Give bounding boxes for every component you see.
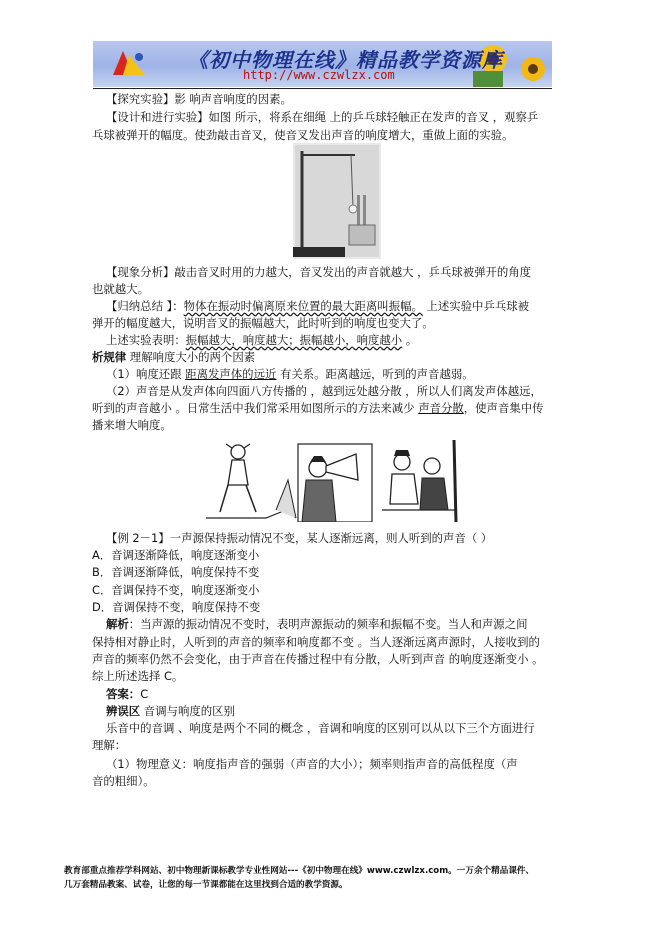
para-factor-2c: 播来增大响度。 — [92, 418, 172, 432]
option-c: C．音调保持不变，响度逐渐变小 — [92, 583, 260, 597]
listening-figures — [382, 440, 456, 522]
para-design-1: 【设计和进行实验】如图 所示，将系在细绳 上的乒乓球轻触正在发声的音叉 ，观察乒 — [106, 110, 539, 124]
para-phenomenon-1: 【现象分析】敲击音叉时用的力越大，音叉发出的声音就越大 ，乒乓球被弹开的角度 — [106, 265, 532, 279]
para-summary-2: 弹开的幅度越大，说明音叉的振幅越大，此时听到的响度也变大了。 — [92, 316, 434, 330]
megaphone-figure — [298, 444, 372, 522]
tuning-fork-figure — [293, 143, 381, 259]
header-rule — [93, 88, 552, 89]
section-misconception: 辨误区 音调与响度的区别 — [106, 704, 235, 718]
option-a: A．音调逐渐降低，响度逐渐变小 — [92, 548, 260, 562]
header-banner — [93, 41, 552, 87]
option-b: B．音调逐渐降低，响度保持不变 — [92, 565, 260, 579]
option-d: D．音调保持不变，响度保持不变 — [92, 600, 261, 614]
analysis-4: 综上所述选择 C。 — [92, 669, 184, 683]
sound-focus-illustrations — [206, 440, 463, 522]
misconception-4: 音的粗细）。 — [92, 774, 155, 788]
misconception-1: 乐音中的音调 、响度是两个不同的概念 ，音调和响度的区别可以从以下三个方面进行 — [106, 721, 535, 735]
para-summary-1: 【归纳总结 】：物体在振动时偏离原来位置的最大距离叫振幅。 上述实验中乒乓球被 — [106, 299, 530, 313]
section-analysis-rule: 析规律 理解响度大小的两个因素 — [92, 350, 256, 364]
hiker-shouting-figure — [206, 444, 296, 518]
answer: 答案：C — [106, 687, 149, 701]
analysis-1: 解析：当声源的振动情况不变时，表明声源振动的频率和振幅不变。当人和声源之间 — [106, 617, 528, 631]
para-factor-1: （1）响度还跟 距离发声体的远近 有关系。距离越远，听到的声音越弱。 — [106, 367, 474, 381]
site-url: http://www.czwlzx.com — [243, 68, 395, 82]
para-factor-2b: 听到的声音越小 。日常生活中我们常采用如图所示的方法来减少 声音分散，使声音集中传 — [92, 401, 544, 415]
example-question: 【例 2－1】一声源保持振动情况不变，某人逐渐远离，则人听到的声音（ ） — [106, 531, 493, 545]
analysis-3: 声音的频率仍然不会变化，由于声音在传播过程中有分散，人听到声音 的响度逐渐变小 。 — [92, 652, 544, 666]
footer-line-2: 几万套精品教案、试卷，让您的每一节课都能在这里找到合适的教学资源。 — [64, 880, 348, 890]
para-design-2: 乓球被弹开的幅度。使劲敲击音叉，使音叉发出声音的响度增大，重做上面的实验。 — [92, 128, 514, 142]
misconception-3: （1）物理意义：响度指声音的强弱（声音的大小）；频率则指声音的高低程度（声 — [106, 757, 518, 771]
site-logo-icon — [113, 51, 145, 75]
site-title: 《初中物理在线》精品教学资源库 — [188, 48, 503, 72]
footer-line-1: 教育部重点推荐学科网站、初中物理新课标教学专业性网站---《初中物理在线》www.czwlzx.com。一万余个精品课件、 — [64, 866, 535, 876]
para-factor-2a: （2）声音是从发声体向四面八方传播的 ，越到远处越分散 ，所以人们离发声体越远， — [106, 384, 542, 398]
misconception-2: 理解： — [92, 738, 127, 752]
para-phenomenon-2: 也就越大。 — [92, 282, 149, 296]
para-conclusion: 上述实验表明：振幅越大，响度越大；振幅越小，响度越小 。 — [106, 333, 418, 347]
para-experiment-title: 【探究实验】影 响声音响度的因素。 — [106, 92, 292, 106]
analysis-2: 保持相对静止时，人听到的声音的频率和响度都不变 。当人逐渐远离声源时，人接收到的 — [92, 635, 540, 649]
